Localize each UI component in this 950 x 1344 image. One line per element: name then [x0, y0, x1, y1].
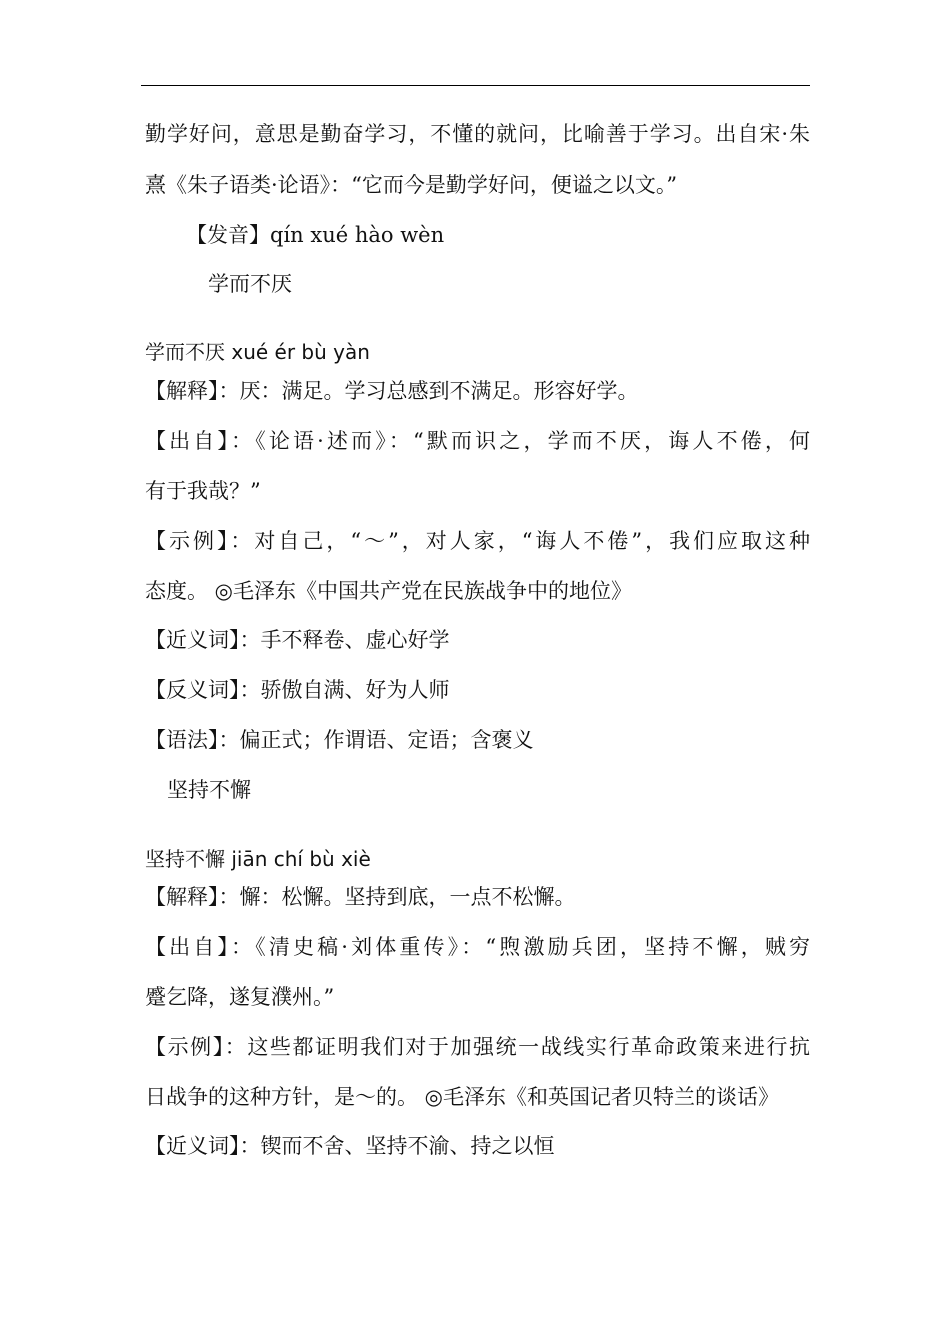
entry-example-line-2: 态度。 ◎毛泽东《中国共产党在民族战争中的地位》: [145, 579, 632, 603]
intro-pronunciation: 【发音】qín xué hào wèn: [186, 223, 445, 247]
entry-explain: 【解释】：厌：满足。学习总感到不满足。形容好学。: [145, 379, 639, 403]
intro-line-1: 勤学好问，意思是勤奋学习，不懂的就问，比喻善于学习。出自宋·朱: [145, 122, 810, 146]
entry-example-line-1: 【示例】：对自己，“～”，对人家，“诲人不倦”，我们应取这种: [145, 529, 810, 553]
entry-grammar: 【语法】：偏正式；作谓语、定语；含褒义: [145, 728, 534, 752]
entry-title-plain: 坚持不懈: [167, 778, 251, 802]
entry-source-line-2: 有于我哉？”: [145, 479, 261, 503]
entry-antonyms: 【反义词】：骄傲自满、好为人师: [145, 678, 450, 702]
entry-explain: 【解释】：懈：松懈。坚持到底，一点不松懈。: [145, 885, 576, 909]
entry-title-plain: 学而不厌: [208, 272, 292, 296]
entry-source-line-1: 【出自】：《清史稿·刘体重传》：“煦激励兵团，坚持不懈，贼穷: [145, 935, 810, 959]
entry-synonyms: 【近义词】：锲而不舍、坚持不渝、持之以恒: [145, 1134, 555, 1158]
entry-example-line-1: 【示例】：这些都证明我们对于加强统一战线实行革命政策来进行抗: [145, 1035, 810, 1059]
entry-example-line-2: 日战争的这种方针，是～的。 ◎毛泽东《和英国记者贝特兰的谈话》: [145, 1085, 779, 1109]
entry-source-line-2: 蹙乞降，遂复濮州。”: [145, 985, 335, 1009]
entry-synonyms: 【近义词】：手不释卷、虚心好学: [145, 628, 450, 652]
intro-line-2: 熹《朱子语类·论语》：“它而今是勤学好问，便谥之以文。”: [145, 173, 678, 197]
entry-heading: 学而不厌 xué ér bù yàn: [145, 340, 370, 364]
header-rule: [141, 85, 810, 86]
entry-source-line-1: 【出自】：《论语·述而》：“默而识之，学而不厌，诲人不倦，何: [145, 429, 810, 453]
entry-heading: 坚持不懈 jiān chí bù xiè: [145, 847, 371, 871]
